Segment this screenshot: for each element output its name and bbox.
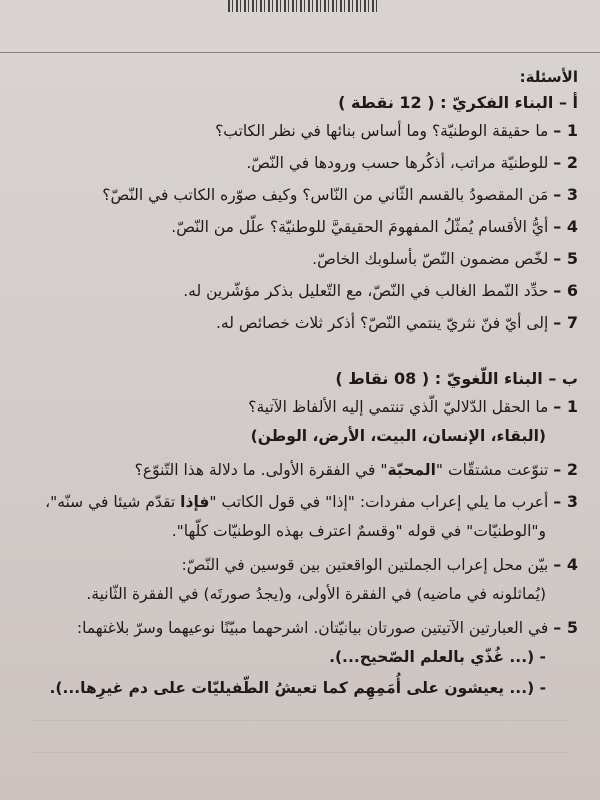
question-a5 bbox=[14, 248, 578, 270]
question-b1-words: (البقاء، الإنسان، البيت، الأرض، الوطن) bbox=[250, 427, 546, 445]
question-text: حدِّد النّمط الغالب في النّصّ، مع التّعليل بذكر مؤشّرين له. bbox=[183, 282, 549, 300]
question-text: " في قوله "وقسمٌ اعترف بهذه bbox=[271, 522, 474, 540]
question-number: 3 – bbox=[553, 185, 578, 204]
question-number: 6 – bbox=[553, 281, 578, 300]
question-number: 7 – bbox=[553, 313, 578, 332]
question-number: 4 – bbox=[553, 217, 578, 236]
question-number: 4 – bbox=[553, 555, 578, 574]
emphasized-phrase: (يُماثلونه في ماضيه) bbox=[416, 585, 546, 603]
question-a6 bbox=[14, 280, 578, 302]
question-text: ". bbox=[171, 522, 184, 540]
section-b-heading bbox=[14, 366, 578, 392]
question-a1 bbox=[14, 120, 578, 142]
question-text: و" bbox=[531, 522, 546, 540]
question-text: ما الحقل الدّلاليّ الّذي تنتمي إليه الألفاظ الآتية؟ bbox=[248, 398, 549, 416]
question-b3-continued bbox=[14, 521, 546, 542]
question-text: بيّن محل إعراب الجملتين الواقعتين بين قوسين في النّصّ: bbox=[181, 556, 549, 574]
question-a2 bbox=[14, 152, 578, 174]
section-a-points: ( 12 نقطة ) bbox=[338, 93, 435, 112]
question-text: أيُّ الأقسام يُمثّلُ المفهومَ الحقيقيَّ للوطنيّة؟ علّل من النّصّ. bbox=[171, 218, 549, 236]
question-text: إلى أيّ فنّ نثريّ ينتمي النّصّ؟ أذكر ثلاث خصائص له. bbox=[215, 314, 549, 332]
question-text: ما حقيقة الوطنيّة؟ وما أساس بنائها في نظر الكاتب؟ bbox=[215, 122, 549, 140]
faint-line bbox=[30, 720, 570, 721]
question-number: 3 – bbox=[553, 492, 578, 511]
question-a3 bbox=[14, 184, 578, 206]
questions-heading: الأسئلة: bbox=[519, 68, 578, 86]
question-b5-example-1: - (... غُذّي بالعلم الصّحيح...). bbox=[329, 648, 546, 666]
question-b1 bbox=[14, 396, 578, 418]
question-a7 bbox=[14, 312, 578, 334]
barcode-strip bbox=[228, 0, 378, 12]
question-text: مَن المقصودُ بالقسم الثّاني من النّاس؟ وكيف صوّره الكاتب في النّصّ؟ bbox=[102, 186, 549, 204]
question-text: تقدّم شيئا في سنّه"، bbox=[45, 493, 181, 511]
question-text: في الفقرة الثّانية. bbox=[86, 585, 204, 603]
question-text: في الفقرة الأولى، و bbox=[284, 585, 417, 603]
section-spacer bbox=[14, 344, 578, 366]
question-text: لخّص مضمون النّصّ بأسلوبك الخاصّ. bbox=[312, 250, 549, 268]
question-b3 bbox=[14, 491, 578, 513]
question-text: تنوّعت مشتقّات " bbox=[435, 461, 549, 479]
faint-line bbox=[30, 752, 570, 753]
question-number: 1 – bbox=[553, 121, 578, 140]
emphasized-word: الوطنيّات bbox=[473, 522, 532, 540]
questions-content bbox=[14, 66, 578, 711]
question-text: في العبارتين الآتيتين صورتان بيانيّتان. اشرحهما مبيّنًا نوعيهما وسرّ بلاغتهما: bbox=[76, 619, 549, 637]
section-a-heading bbox=[14, 90, 578, 116]
question-number: 2 – bbox=[553, 153, 578, 172]
section-a-title: أ – البناء الفكريّ : bbox=[440, 93, 578, 112]
emphasized-phrase: (يجدُ صورتَه) bbox=[203, 585, 285, 603]
question-b2 bbox=[14, 459, 578, 481]
question-b5-example-2: - (... يعيشون على أُمَمِهِم كما تعيشُ الطّفيليّات على دم غيرِها...). bbox=[49, 679, 546, 697]
question-number: 2 – bbox=[553, 460, 578, 479]
question-number: 5 – bbox=[553, 249, 578, 268]
emphasized-word: المحبّة bbox=[387, 461, 436, 479]
section-b-title: ب – البناء اللّغويّ : bbox=[434, 369, 578, 388]
header-rule bbox=[0, 52, 600, 53]
question-text: " في الفقرة الأولى. ما دلالة هذا التّنوّع؟ bbox=[134, 461, 388, 479]
question-text: أعرب ما يلي إعراب مفردات: "إذا" في قول الكاتب " bbox=[209, 493, 549, 511]
section-b-points: ( 08 نقاط ) bbox=[335, 369, 430, 388]
question-b4-sentences bbox=[14, 584, 546, 605]
emphasized-word: الوطنيّات كلّها bbox=[183, 522, 272, 540]
question-b4 bbox=[14, 554, 578, 576]
question-b5 bbox=[14, 617, 578, 639]
question-number: 5 – bbox=[553, 618, 578, 637]
question-a4 bbox=[14, 216, 578, 238]
question-number: 1 – bbox=[553, 397, 578, 416]
emphasized-word: فإذا bbox=[180, 493, 210, 511]
question-text: للوطنيّة مراتب، أذكُرها حسب ورودها في النّصّ. bbox=[246, 154, 549, 172]
